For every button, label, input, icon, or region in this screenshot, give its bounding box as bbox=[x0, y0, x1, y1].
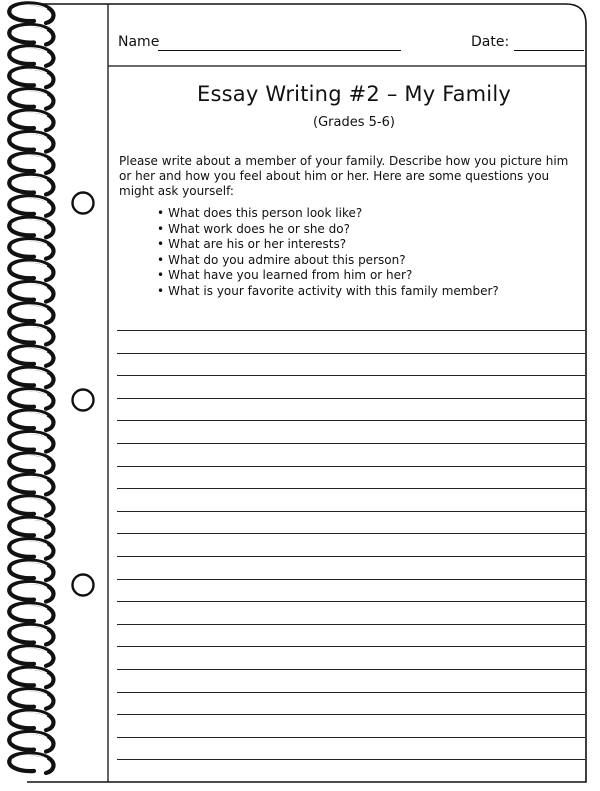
spiral-coil-icon bbox=[9, 261, 53, 281]
instructions: Please write about a member of your family. Describe how you picture him or her and how you feel about him or her. Here are some questions you might ask yourself: bbox=[119, 154, 569, 198]
name-label: Name bbox=[118, 34, 160, 50]
writing-line[interactable] bbox=[117, 601, 585, 602]
spiral-coil-icon bbox=[9, 89, 53, 109]
writing-line[interactable] bbox=[117, 398, 585, 399]
list-item: • What have you learned from him or her? bbox=[157, 268, 499, 284]
spiral-coil-icon bbox=[9, 689, 53, 709]
list-item: • What work does he or she do? bbox=[157, 222, 499, 238]
question-list bbox=[157, 206, 499, 299]
spiral-coil-icon bbox=[9, 389, 53, 409]
spiral-coil-icon bbox=[9, 218, 53, 238]
spiral-coil-icon bbox=[9, 25, 53, 45]
writing-line[interactable] bbox=[117, 533, 585, 534]
spiral-coil-icon bbox=[9, 475, 53, 495]
spiral-coil-icon bbox=[9, 3, 53, 23]
spiral-coil-icon bbox=[9, 153, 53, 173]
writing-line[interactable] bbox=[117, 646, 585, 647]
spiral-coil-icon bbox=[9, 175, 53, 195]
spiral-coil-icon bbox=[9, 111, 53, 131]
spiral-coil-icon bbox=[9, 453, 53, 473]
writing-line[interactable] bbox=[117, 692, 585, 693]
writing-line[interactable] bbox=[117, 737, 585, 738]
writing-line[interactable] bbox=[117, 579, 585, 580]
writing-line[interactable] bbox=[117, 420, 585, 421]
spiral-coil-icon bbox=[9, 496, 53, 516]
writing-line[interactable] bbox=[117, 443, 585, 444]
spiral-coil-icon bbox=[9, 239, 53, 259]
date-blank[interactable] bbox=[514, 50, 584, 51]
spiral-coil-icon bbox=[9, 132, 53, 152]
spiral-coil-icon bbox=[9, 68, 53, 88]
punch-hole-icon bbox=[73, 193, 94, 214]
spiral-coil-icon bbox=[9, 732, 53, 752]
spiral-coil-icon bbox=[9, 603, 53, 623]
punch-hole-icon bbox=[73, 575, 94, 596]
spiral-coil-icon bbox=[9, 282, 53, 302]
spiral-coil-icon bbox=[9, 561, 53, 581]
spiral-coil-icon bbox=[9, 196, 53, 216]
writing-line[interactable] bbox=[117, 624, 585, 625]
spiral-coil-icon bbox=[9, 539, 53, 559]
spiral-coil-icon bbox=[9, 303, 53, 323]
writing-line[interactable] bbox=[117, 556, 585, 557]
header-row bbox=[118, 34, 584, 54]
writing-line[interactable] bbox=[117, 353, 585, 354]
grade-level: (Grades 5-6) bbox=[313, 115, 395, 130]
spiral-coil-icon bbox=[9, 582, 53, 602]
spiral-coil-icon bbox=[9, 346, 53, 366]
spiral-coil-icon bbox=[9, 668, 53, 688]
list-item: • What do you admire about this person? bbox=[157, 253, 499, 269]
writing-line[interactable] bbox=[117, 466, 585, 467]
spiral-coil-icon bbox=[9, 325, 53, 345]
spiral-coil-icon bbox=[9, 46, 53, 66]
spiral-coil-icon bbox=[9, 711, 53, 731]
spiral-coil-icon bbox=[9, 432, 53, 452]
spiral-coil-icon bbox=[9, 518, 53, 538]
spiral-coil-icon bbox=[9, 625, 53, 645]
spiral-coil-icon bbox=[9, 646, 53, 666]
writing-line[interactable] bbox=[117, 375, 585, 376]
spiral-coil-icon bbox=[9, 411, 53, 431]
writing-line[interactable] bbox=[117, 759, 585, 760]
page-title: Essay Writing #2 – My Family bbox=[197, 82, 511, 106]
writing-line[interactable] bbox=[117, 669, 585, 670]
writing-line[interactable] bbox=[117, 488, 585, 489]
punch-hole-icon bbox=[73, 390, 94, 411]
spiral-coil-icon bbox=[9, 368, 53, 388]
list-item: • What are his or her interests? bbox=[157, 237, 499, 253]
writing-line[interactable] bbox=[117, 511, 585, 512]
writing-line[interactable] bbox=[117, 714, 585, 715]
list-item: • What does this person look like? bbox=[157, 206, 499, 222]
date-label: Date: bbox=[471, 34, 510, 50]
name-blank[interactable] bbox=[158, 50, 401, 51]
spiral-binding-icon bbox=[9, 3, 53, 773]
spiral-coil-icon bbox=[9, 753, 53, 773]
list-item: • What is your favorite activity with this family member? bbox=[157, 284, 499, 300]
writing-line[interactable] bbox=[117, 330, 585, 331]
